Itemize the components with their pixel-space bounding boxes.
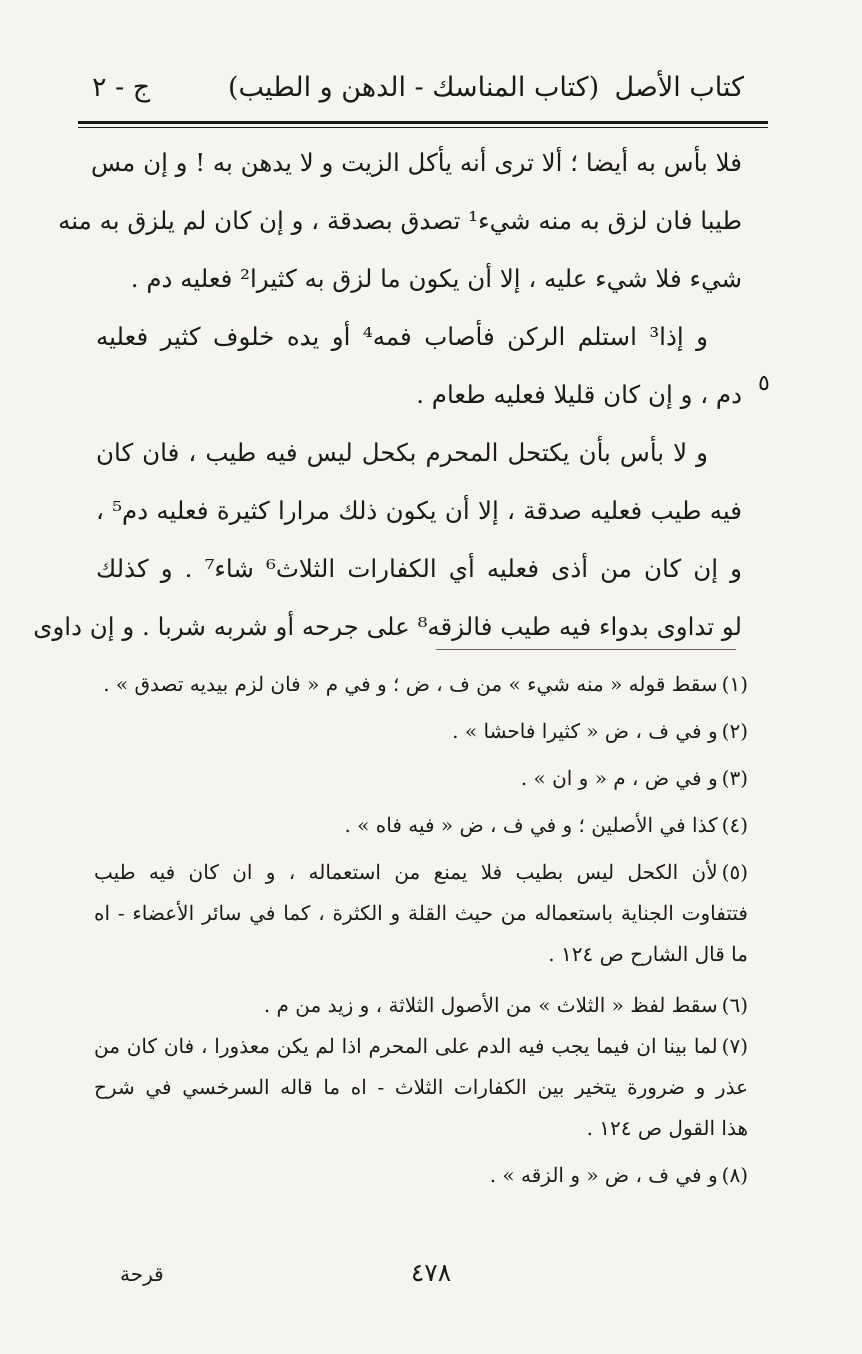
footnote-number: (٣) [721, 766, 748, 790]
text-line: و إن كان من أذى فعليه أي الكفارات الثلاث⁶ شاء⁷ . و كذلك [96, 554, 742, 583]
volume-number: ج - ٢ [92, 72, 151, 103]
footnote-6 [94, 985, 748, 1026]
footnote-5-cont [94, 934, 748, 975]
text-line: دم ، و إن كان قليلا فعليه طعام . [416, 380, 742, 409]
footnote-4 [94, 805, 748, 846]
footnote-text: و في ض ، م « و ان » . [520, 766, 718, 790]
footnote-number: (١) [721, 672, 748, 696]
line-number-marker: ٥ [758, 371, 770, 396]
footnote-7-cont [94, 1067, 748, 1108]
text-line: و إذا³ استلم الركن فأصاب فمه⁴ أو يده خلوف كثير فعليه [96, 322, 708, 351]
footnote-2 [94, 711, 748, 752]
footnote-text: ما قال الشارح ص ١٢٤ . [548, 942, 748, 966]
text-line: لو تداوى بدواء فيه طيب فالزقه⁸ على جرحه أو شربه شربا . و إن داوى [33, 612, 742, 641]
book-title: كتاب الأصل [614, 72, 744, 103]
main-text [33, 134, 742, 656]
text-line: فيه طيب فعليه صدقة ، إلا أن يكون ذلك مرارا كثيرة فعليه دم⁵ ، [96, 496, 742, 525]
footnote-text: لما بينا ان فيما يجب فيه الدم على المحرم اذا لم يكن معذورا ، فان كان من [94, 1034, 718, 1058]
footnote-1 [94, 664, 748, 705]
footnote-text: و في ف ، ض « كثيرا فاحشا » . [452, 719, 718, 743]
footnote-number: (٥) [721, 860, 748, 884]
footnote-number: (٢) [721, 719, 748, 743]
footnote-8 [94, 1155, 748, 1196]
footnote-text: كذا في الأصلين ؛ و في ف ، ض « فيه فاه » . [344, 813, 718, 837]
footnote-number: (٨) [721, 1163, 748, 1187]
text-line: فلا بأس به أيضا ؛ ألا ترى أنه يأكل الزيت و لا يدهن به ! و إن مس [90, 148, 742, 177]
footnote-7-cont [94, 1108, 748, 1149]
text-line: طيبا فان لزق به منه شيء¹ تصدق بصدقة ، و إن كان لم يلزق به منه [58, 206, 742, 235]
header-rule-thick [78, 121, 768, 124]
footnote-text: فتتفاوت الجناية باستعماله من حيث القلة و الكثرة ، كما في سائر الأعضاء - اه [94, 901, 748, 925]
signature-mark: قرحة [120, 1262, 164, 1286]
footnotes [94, 664, 748, 1196]
footnote-text: و في ف ، ض « و الزقه » . [489, 1163, 718, 1187]
footnote-text: عذر و ضرورة يتخير بين الكفارات الثلاث - اه ما قاله السرخسي في شرح [94, 1075, 748, 1099]
text-line: شيء فلا شيء عليه ، إلا أن يكون ما لزق به كثيرا² فعليه دم . [130, 264, 742, 293]
footnote-text: سقط لفظ « الثلاث » من الأصول الثلاثة ، و زيد من م . [263, 993, 718, 1017]
footnote-number: (٧) [721, 1034, 748, 1058]
text-line: و لا بأس بأن يكتحل المحرم بكحل ليس فيه طيب ، فان كان [96, 438, 708, 467]
running-header [78, 68, 744, 124]
footnote-number: (٤) [721, 813, 748, 837]
footnote-5-cont [94, 893, 748, 934]
footnote-separator [436, 649, 736, 650]
header-rule-thin [78, 127, 768, 128]
chapter-title: (كتاب المناسك - الدهن و الطيب) [228, 72, 600, 103]
footnote-3 [94, 758, 748, 799]
footnote-7 [94, 1026, 748, 1067]
footnote-5 [94, 852, 748, 893]
footnote-text: هذا القول ص ١٢٤ . [586, 1116, 748, 1140]
footnote-text: سقط قوله « منه شيء » من ف ، ض ؛ و في م « فان لزم بيديه تصدق » . [103, 672, 718, 696]
footnote-number: (٦) [721, 993, 748, 1017]
page-number: ٤٧٨ [410, 1258, 452, 1287]
footnote-text: لأن الكحل ليس بطيب فلا يمنع من استعماله ، و ان كان فيه طيب [94, 860, 718, 884]
